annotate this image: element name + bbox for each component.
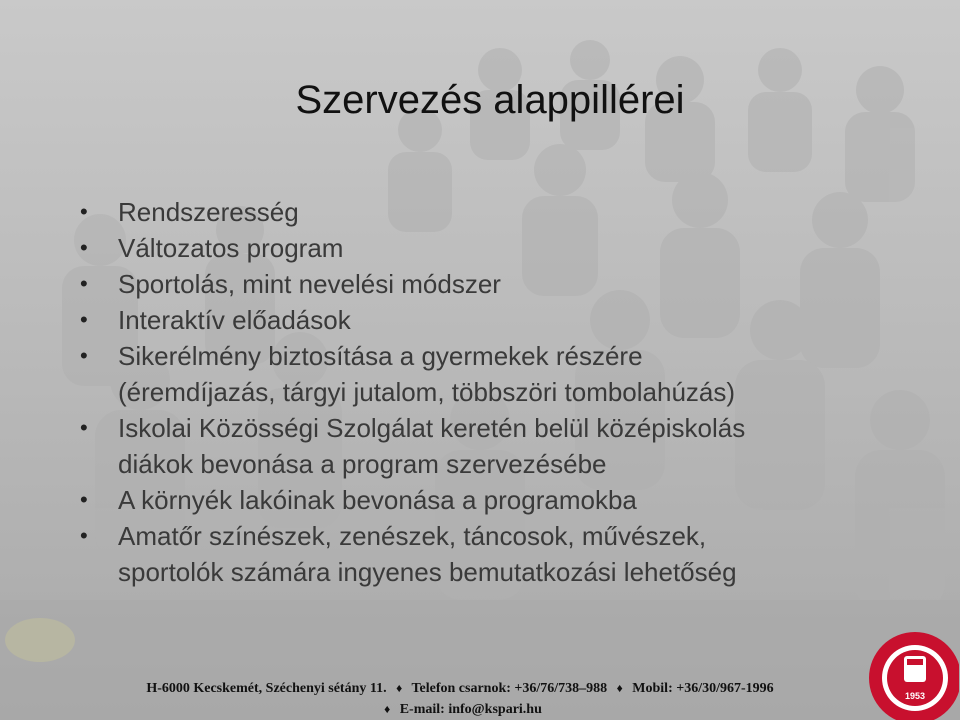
- diamond-separator-icon: ♦: [396, 681, 403, 695]
- bullet-dot-icon: •: [80, 415, 88, 440]
- bullet-dot-icon: •: [80, 307, 88, 332]
- bullet-text-continued: sportolók számára ingyenes bemutatkozási lehetőség: [118, 557, 737, 587]
- diamond-separator-icon: ♦: [616, 681, 623, 695]
- bullet-dot-icon: •: [80, 343, 88, 368]
- bullet-dot-icon: •: [80, 271, 88, 296]
- footer-phone: Telefon csarnok: +36/76/738–988: [411, 681, 608, 696]
- footer-mobile: Mobil: +36/30/967-1996: [632, 681, 774, 696]
- bullet-item: [80, 410, 940, 482]
- slide-title: Szervezés alappillérei: [295, 78, 685, 122]
- footer-address: H-6000 Kecskemét, Széchenyi sétány 11.: [146, 681, 387, 696]
- bullet-dot-icon: •: [80, 199, 88, 224]
- bullet-text: A környék lakóinak bevonása a programokba: [118, 485, 637, 515]
- bullet-text: Amatőr színészek, zenészek, táncosok, művészek,: [118, 521, 707, 551]
- bullet-text: Változatos program: [118, 233, 344, 263]
- footer-email: E-mail: info@kspari.hu: [399, 702, 542, 717]
- bullet-item: [80, 302, 940, 338]
- club-logo: [855, 628, 959, 720]
- bullet-item: [80, 338, 940, 410]
- bullet-text: Rendszeresség: [118, 197, 299, 227]
- bullet-text: Sikerélmény biztosítása a gyermekek részére: [118, 341, 643, 371]
- bullet-dot-icon: •: [80, 523, 88, 548]
- bullet-dot-icon: •: [80, 487, 88, 512]
- bullet-item: [80, 194, 940, 230]
- bullet-item: [80, 482, 940, 518]
- bullet-item: [80, 230, 940, 266]
- bullet-text-continued: diákok bevonása a program szervezésébe: [118, 449, 607, 479]
- bullet-text: Interaktív előadások: [118, 305, 351, 335]
- footer-email-line: [100, 702, 820, 718]
- bullet-text: Sportolás, mint nevelési módszer: [118, 269, 501, 299]
- bullet-item: [80, 518, 940, 590]
- bullet-dot-icon: •: [80, 235, 88, 260]
- bullet-text: Iskolai Közösségi Szolgálat keretén belül középiskolás: [118, 413, 746, 443]
- footer-contact-line: [100, 681, 820, 697]
- bullet-text-continued: (éremdíjazás, tárgyi jutalom, többszöri tombolahúzás): [118, 377, 736, 407]
- logo-year: 1953: [904, 691, 926, 701]
- diamond-separator-icon: ♦: [384, 702, 391, 716]
- bullet-list: [80, 194, 940, 590]
- bullet-item: [80, 266, 940, 302]
